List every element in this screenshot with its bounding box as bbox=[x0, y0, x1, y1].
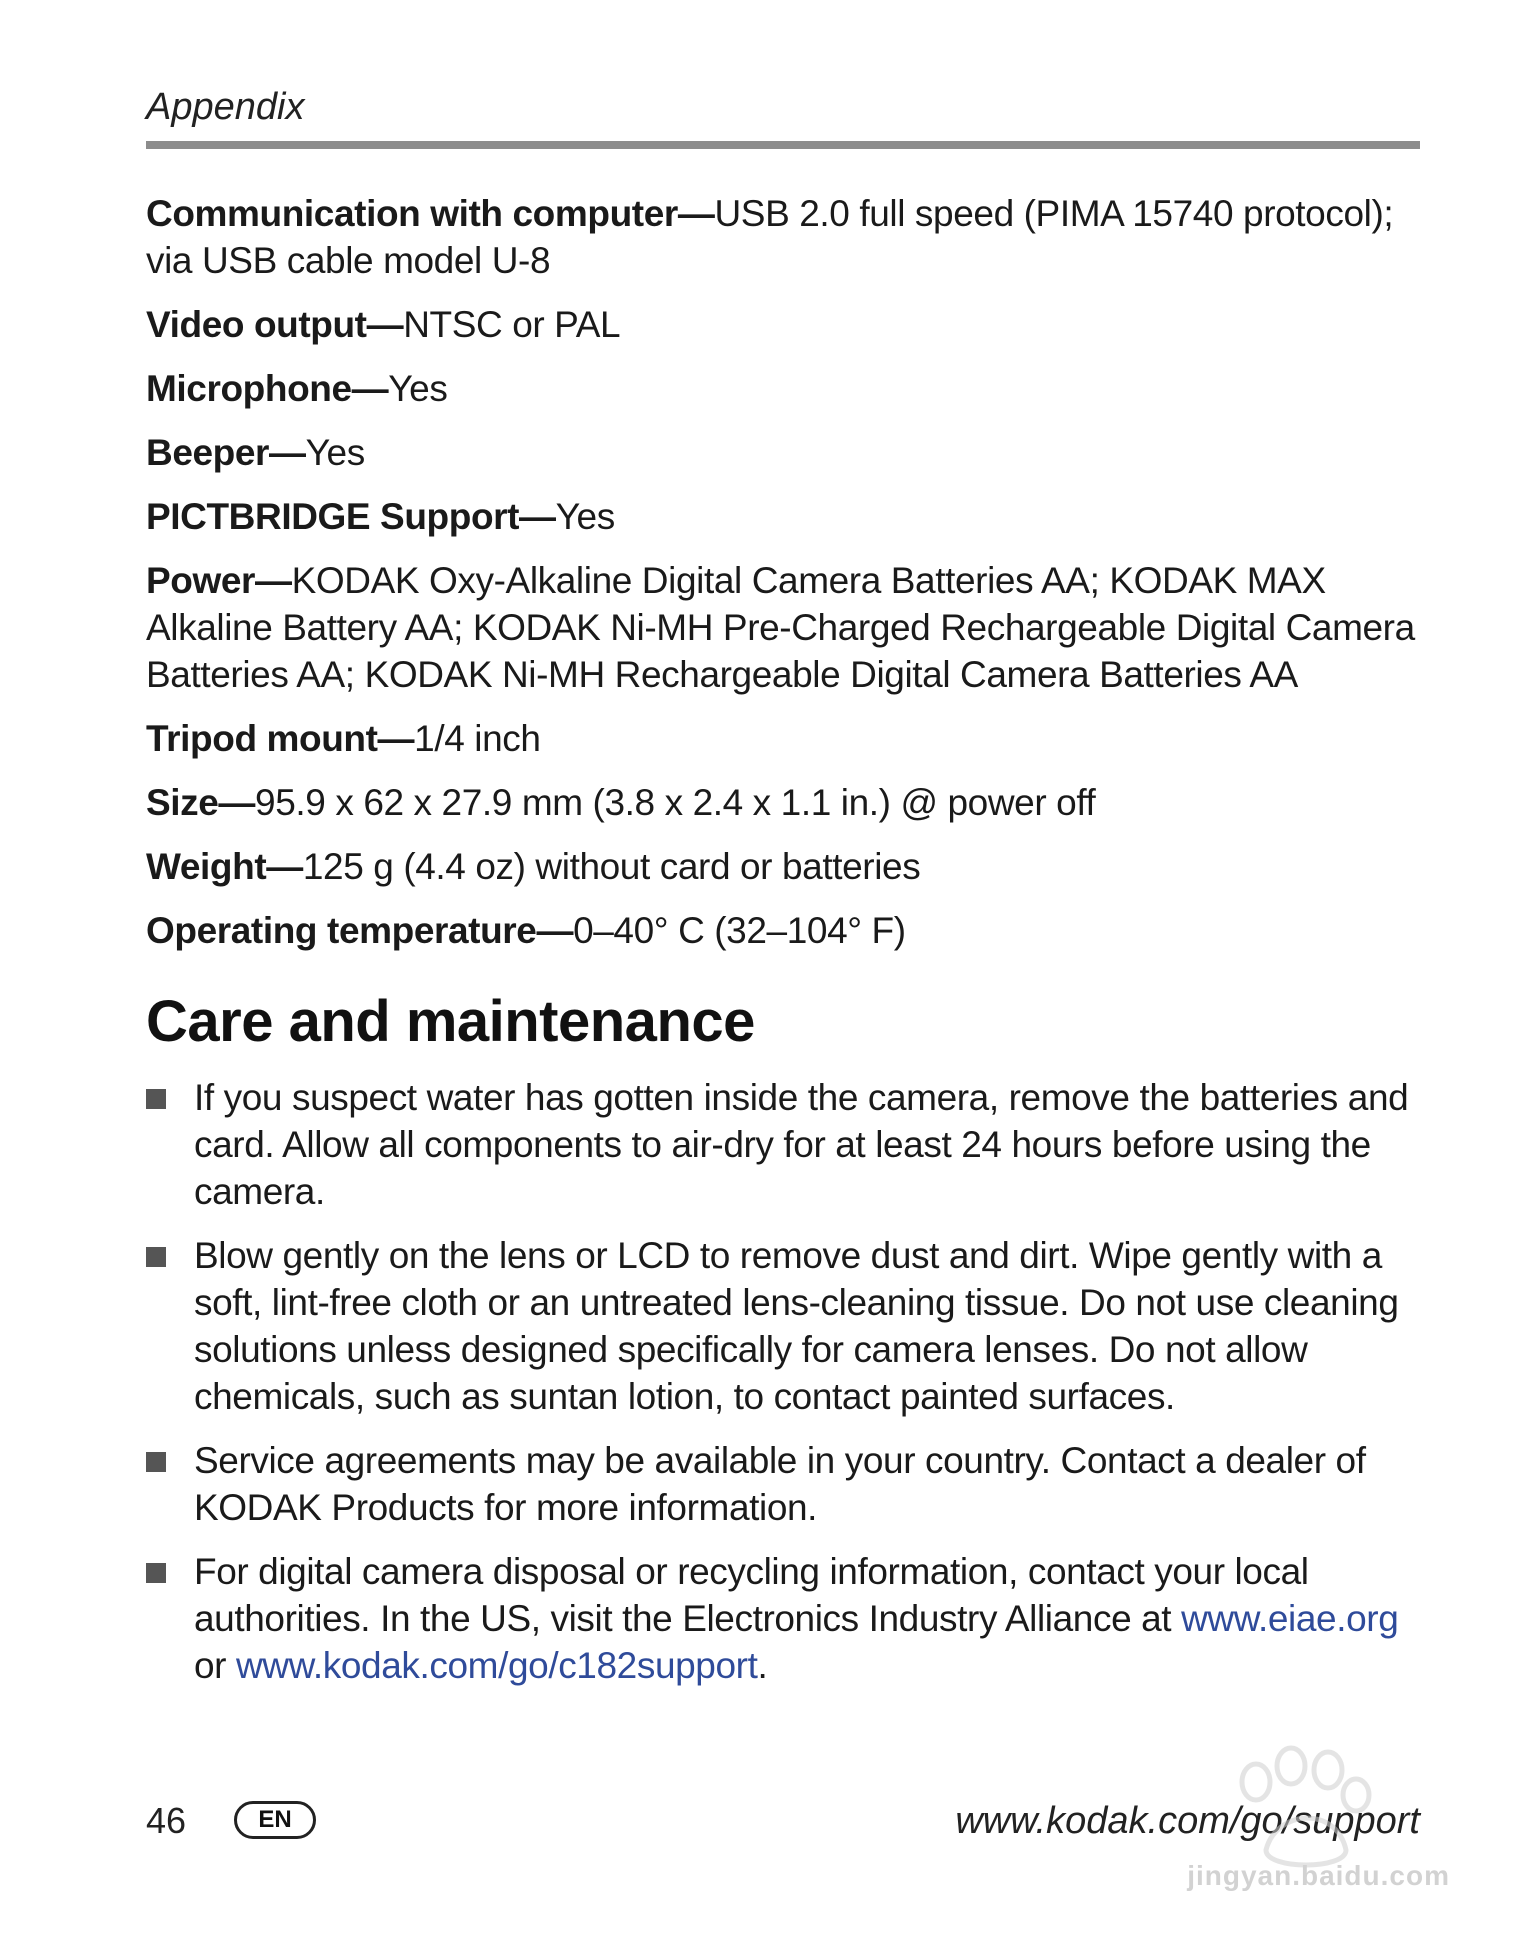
square-bullet-icon bbox=[146, 1089, 166, 1109]
bullet-text: Blow gently on the lens or LCD to remove dust and dirt. Wipe gently with a soft, lint-free cloth or an untreated lens-cleaning tissue. Do not use cleaning solutions unless designed specifically for camera lenses. Do not allow chemicals, such as suntan lotion, to contact painted surfaces. bbox=[194, 1235, 1399, 1417]
spec-label: Size— bbox=[146, 782, 256, 823]
watermark-text: jingyan.baidu.com bbox=[1187, 1860, 1450, 1891]
square-bullet-icon bbox=[146, 1452, 166, 1472]
square-bullet-icon bbox=[146, 1247, 166, 1267]
spec-value: 0–40° C (32–104° F) bbox=[573, 910, 906, 951]
link-kodak-c182-support[interactable]: www.kodak.com/go/c182support bbox=[235, 1645, 758, 1686]
bullet-text-before: For digital camera disposal or recycling information, contact your local authorities. In the US, visit the Electronics Industry Alliance at bbox=[194, 1551, 1309, 1639]
spec-label: PICTBRIDGE Support— bbox=[146, 496, 556, 537]
spec-value: Yes bbox=[555, 496, 615, 537]
spec-pictbridge bbox=[146, 493, 1422, 540]
spec-communication bbox=[146, 190, 1422, 284]
spec-value: Yes bbox=[305, 432, 365, 473]
spec-value: 125 g (4.4 oz) without card or batteries bbox=[302, 846, 921, 887]
footer-url: www.kodak.com/go/support bbox=[955, 1800, 1420, 1842]
care-bullet-water bbox=[146, 1074, 1422, 1215]
spec-label: Weight— bbox=[146, 846, 303, 887]
spec-label: Communication with computer— bbox=[146, 193, 715, 234]
care-bullet-service bbox=[146, 1437, 1422, 1531]
spec-value: NTSC or PAL bbox=[403, 304, 621, 345]
care-bullet-disposal bbox=[146, 1548, 1422, 1689]
spec-value: USB 2.0 full speed (PIMA 15740 protocol); via USB cable model U-8 bbox=[146, 193, 1394, 281]
spec-label: Video output— bbox=[146, 304, 404, 345]
square-bullet-icon bbox=[146, 1563, 166, 1583]
spec-value: 1/4 inch bbox=[414, 718, 541, 759]
section-title-care: Care and maintenance bbox=[146, 989, 755, 1054]
bullet-text-middle: or bbox=[194, 1645, 236, 1686]
spec-video-output bbox=[146, 301, 1422, 348]
language-badge: EN bbox=[234, 1801, 316, 1839]
spec-value: KODAK Oxy-Alkaline Digital Camera Batteries AA; KODAK MAX Alkaline Battery AA; KODAK Ni-MH Pre-Charged Rechargeable Digital Camera Batteries AA; KODAK Ni-MH Rechargeable Digital Camera Batteries AA bbox=[146, 560, 1415, 695]
spec-microphone bbox=[146, 365, 1422, 412]
page-number: 46 bbox=[146, 1800, 187, 1841]
spec-label: Microphone— bbox=[146, 368, 389, 409]
running-head: Appendix bbox=[146, 86, 305, 128]
spec-operating-temperature bbox=[146, 907, 1422, 954]
bullet-text-after: . bbox=[757, 1645, 768, 1686]
spec-power bbox=[146, 557, 1422, 698]
spec-value: Yes bbox=[388, 368, 448, 409]
care-bullet-list bbox=[146, 1074, 1422, 1706]
specs-list bbox=[146, 190, 1422, 971]
bullet-text: Service agreements may be available in your country. Contact a dealer of KODAK Products for more information. bbox=[194, 1440, 1366, 1528]
spec-weight bbox=[146, 843, 1422, 890]
spec-label: Operating temperature— bbox=[146, 910, 574, 951]
spec-beeper bbox=[146, 429, 1422, 476]
spec-label: Beeper— bbox=[146, 432, 306, 473]
spec-tripod-mount bbox=[146, 715, 1422, 762]
spec-label: Tripod mount— bbox=[146, 718, 415, 759]
header-rule bbox=[146, 141, 1420, 149]
care-bullet-cleaning bbox=[146, 1232, 1422, 1420]
spec-size bbox=[146, 779, 1422, 826]
bullet-text: If you suspect water has gotten inside the camera, remove the batteries and card. Allow all components to air-dry for at least 24 hours before using the camera. bbox=[194, 1077, 1409, 1212]
spec-value: 95.9 x 62 x 27.9 mm (3.8 x 2.4 x 1.1 in.) @ power off bbox=[255, 782, 1096, 823]
link-eiae[interactable]: www.eiae.org bbox=[1181, 1598, 1399, 1639]
spec-label: Power— bbox=[146, 560, 292, 601]
